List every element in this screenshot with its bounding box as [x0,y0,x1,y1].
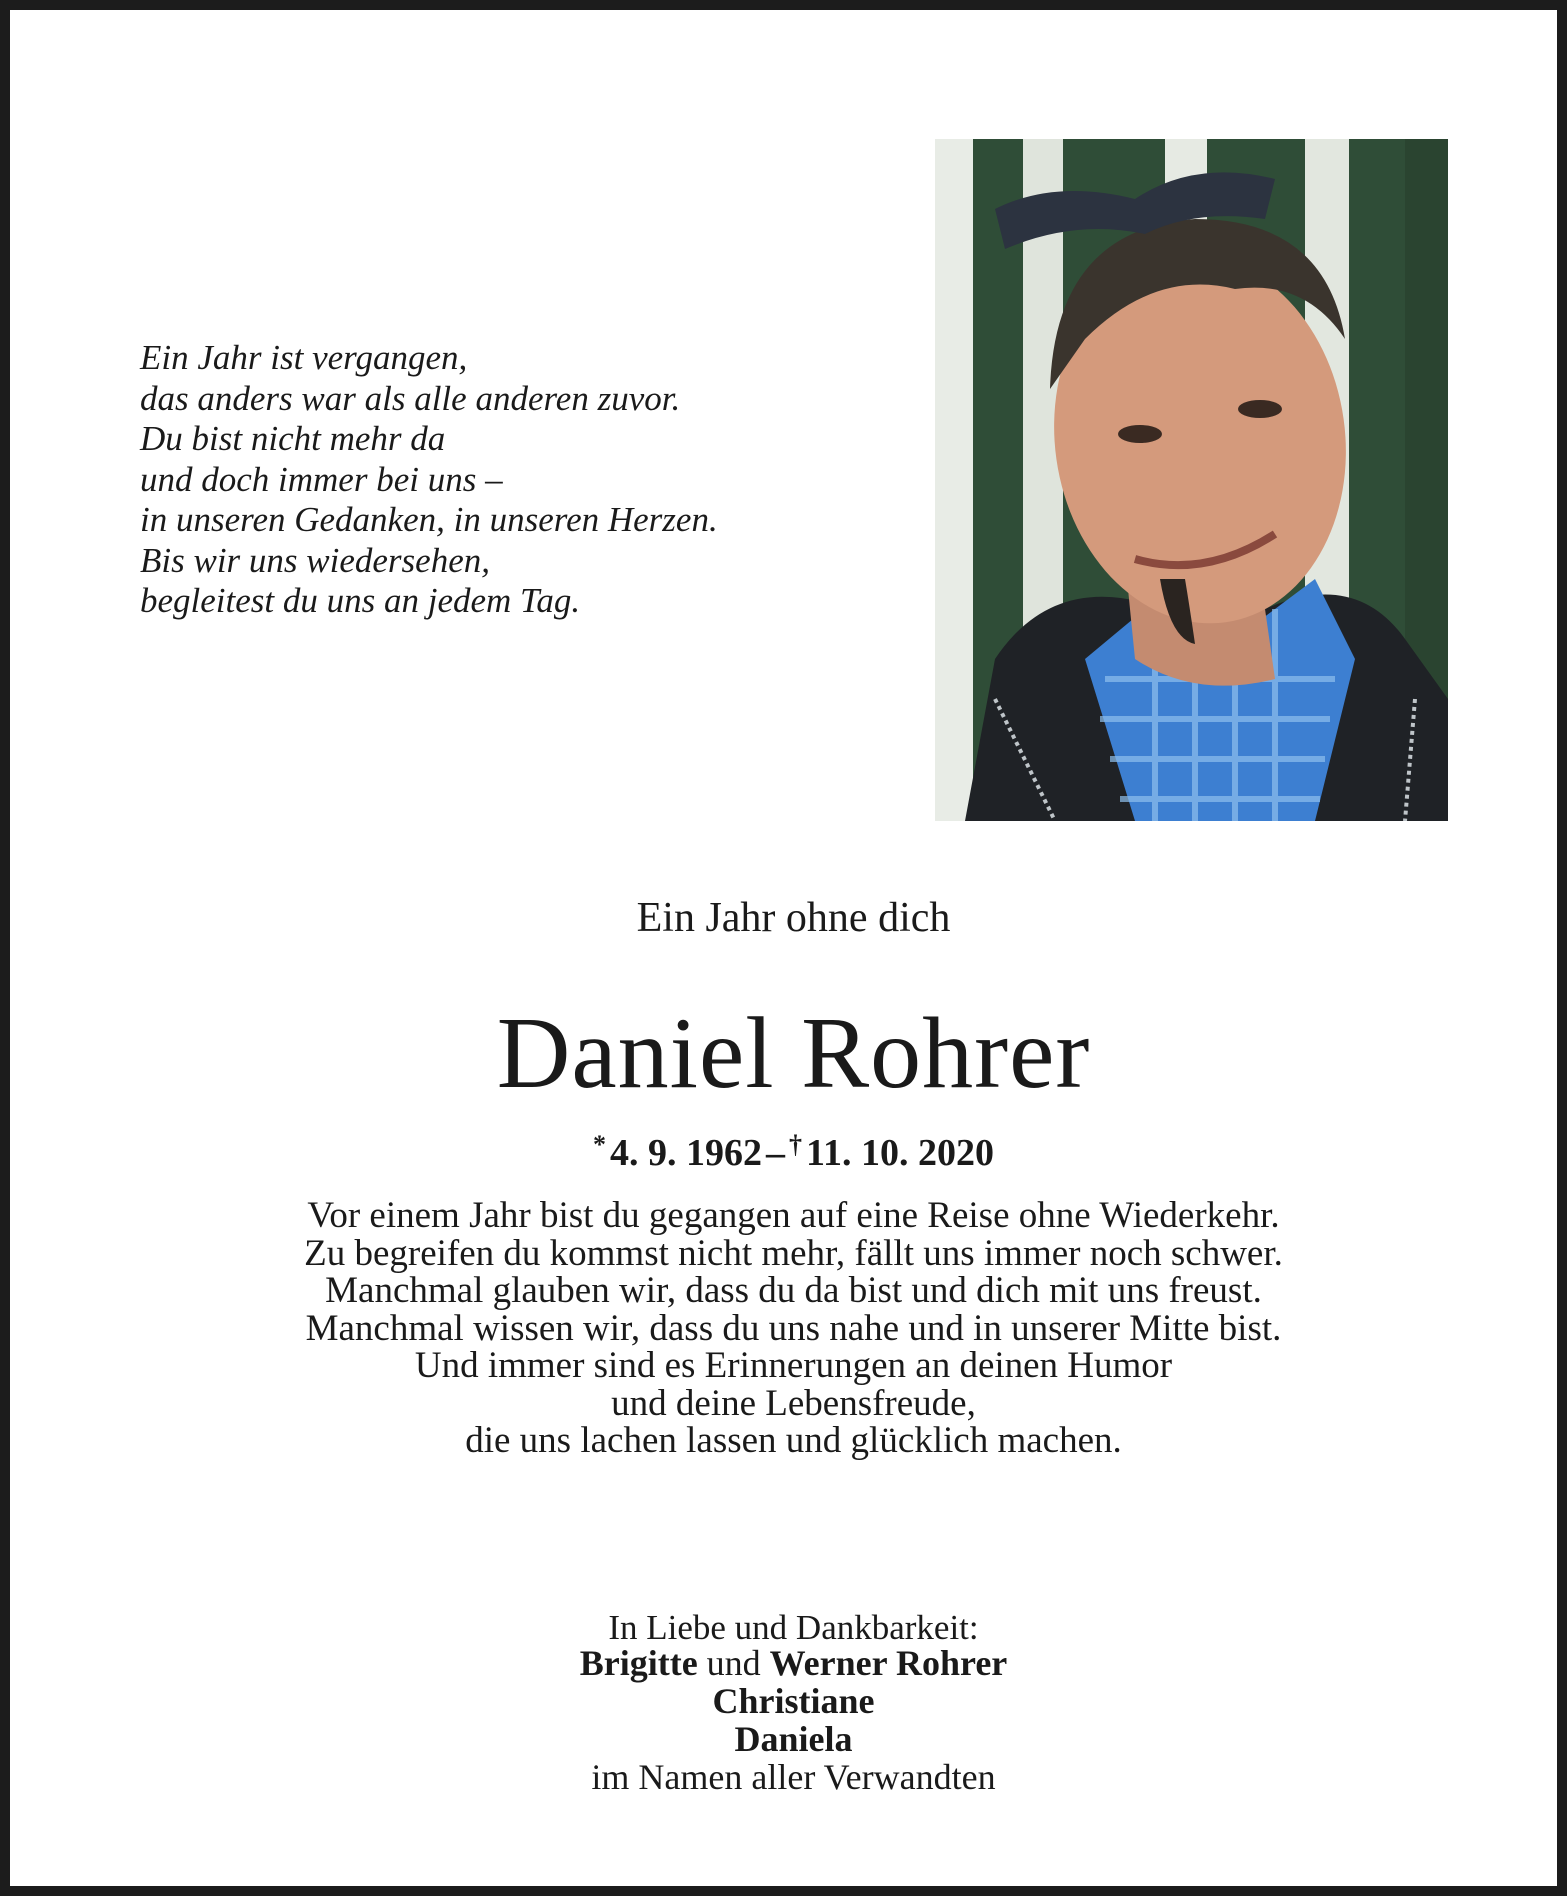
poem-line: begleitest du uns an jedem Tag. [140,581,581,620]
poem-line: Du bist nicht mehr da [140,419,446,458]
signers-relatives: im Namen aller Verwandten [591,1757,996,1797]
signer-name: Christiane [712,1681,875,1721]
verse-line: Manchmal wissen wir, dass du uns nahe und in unserer Mitte bist. [305,1307,1282,1349]
poem-line: das anders war als alle anderen zuvor. [140,378,681,418]
death-cross-icon: † [789,1130,803,1159]
closing-phrase: In Liebe und Dankbarkeit: [608,1608,979,1647]
memorial-poem [140,338,718,622]
signer-name: Brigitte [579,1643,698,1683]
signers-sibling [10,1720,1567,1758]
signer-name: Werner Rohrer [769,1643,1008,1683]
verse-line: Und immer sind es Erinnerungen an deinen Humor [414,1345,1173,1386]
poem-line: und doch immer bei uns – [140,459,503,499]
birth-star-icon: * [593,1130,607,1159]
verse-line: Vor einem Jahr bist du gegangen auf eine Reise ohne Wiederkehr. [307,1195,1280,1236]
birth-date: 4. 9. 1962 [610,1132,763,1174]
verse-line: die uns lachen lassen und glücklich machen. [465,1420,1122,1461]
memorial-verse [10,1197,1567,1460]
signer-conjunction: und [706,1643,761,1683]
deceased-name: Daniel Rohrer [496,997,1091,1110]
portrait-photo [935,139,1448,821]
death-date: 11. 10. 2020 [806,1132,994,1174]
signers-sibling [10,1682,1567,1720]
verse-line: Manchmal glauben wir, dass du da bist und dich mit uns freust. [325,1270,1262,1311]
date-separator: – [766,1132,786,1174]
memorial-subtitle: Ein Jahr ohne dich [636,895,951,941]
verse-line: Zu begreifen du kommst nicht mehr, fällt uns immer noch schwer. [304,1232,1283,1274]
poem-line: in unseren Gedanken, in unseren Herzen. [140,500,718,539]
signers-block [10,1644,1567,1796]
signer-name: Daniela [734,1719,853,1759]
verse-line: und deine Lebensfreude, [611,1382,976,1424]
life-dates [10,1123,1567,1175]
signers-parents [10,1644,1567,1682]
poem-line: Bis wir uns wiedersehen, [140,540,490,580]
poem-line: Ein Jahr ist vergangen, [140,338,468,377]
